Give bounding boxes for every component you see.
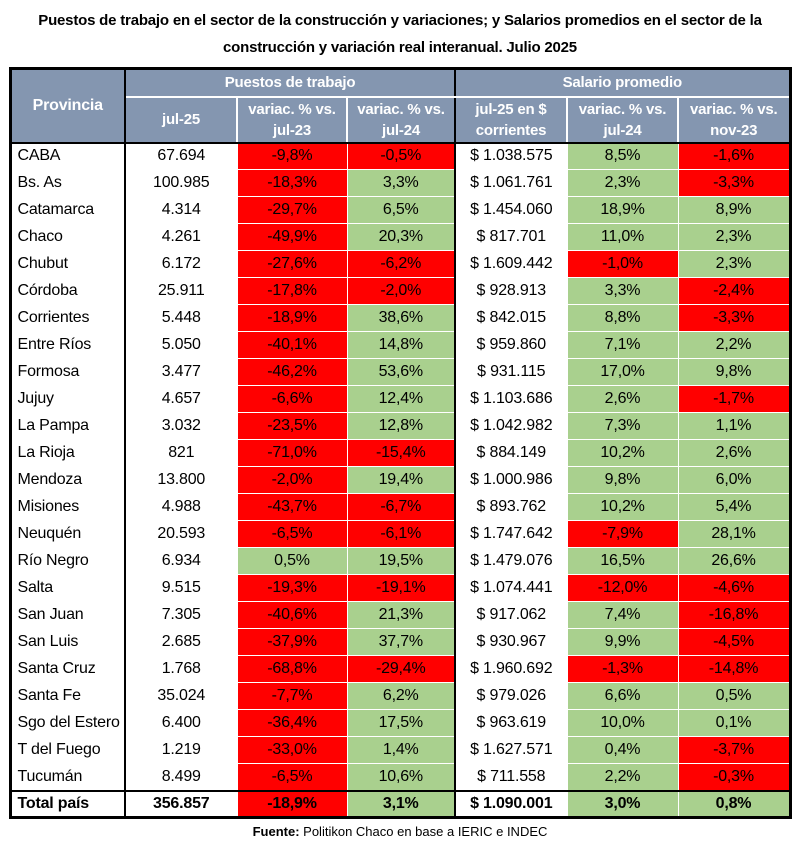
cell-salario-variac-jul24: -1,0% [567, 251, 678, 278]
cell-variac-jul24: -2,0% [347, 278, 455, 305]
cell-variac-jul23: -40,1% [237, 332, 347, 359]
cell-salario-variac-nov23: 2,6% [678, 440, 790, 467]
cell-salario-variac-nov23: -3,3% [678, 170, 790, 197]
header-line: variac. % vs. [578, 100, 667, 118]
table-row [10, 548, 790, 575]
cell-salario-variac-nov23: 2,2% [678, 332, 790, 359]
table-row [10, 386, 790, 413]
cell-salario-variac-jul24: 6,6% [567, 683, 678, 710]
cell-puestos-jul25: 1.219 [125, 737, 237, 764]
cell-salario-variac-jul24: 7,3% [567, 413, 678, 440]
table-row [10, 359, 790, 386]
cell-variac-jul23: -6,5% [237, 521, 347, 548]
cell-variac-jul24: 12,4% [347, 386, 455, 413]
table-row [10, 305, 790, 332]
cell-salario-jul25: $ 1.747.642 [455, 521, 567, 548]
cell-salario-variac-jul24: 3,3% [567, 278, 678, 305]
cell-provincia: Santa Fe [10, 683, 125, 710]
cell-provincia: Mendoza [10, 467, 125, 494]
cell-salario-variac-jul24: -7,9% [567, 521, 678, 548]
cell-salario-jul25: $ 917.062 [455, 602, 567, 629]
source-note [0, 824, 800, 839]
cell-puestos-jul25: 7.305 [125, 602, 237, 629]
cell-variac-jul24: 10,6% [347, 764, 455, 791]
cell-salario-variac-jul24: 11,0% [567, 224, 678, 251]
cell-salario-variac-nov23: 6,0% [678, 467, 790, 494]
header-line: jul-25 [162, 111, 200, 128]
cell-variac-jul23: -49,9% [237, 224, 347, 251]
cell-variac-jul24: 38,6% [347, 305, 455, 332]
table-row [10, 656, 790, 683]
cell-salario-jul25: $ 930.967 [455, 629, 567, 656]
cell-variac-jul23: -37,9% [237, 629, 347, 656]
table-row [10, 629, 790, 656]
header-line: jul-23 [273, 121, 311, 139]
cell-variac-jul23: -6,6% [237, 386, 347, 413]
header-line: variac. % vs. [357, 100, 445, 118]
cell-variac-jul24: -6,1% [347, 521, 455, 548]
cell-salario-variac-nov23: 26,6% [678, 548, 790, 575]
cell-variac-jul24: -15,4% [347, 440, 455, 467]
cell-variac-jul23: -23,5% [237, 413, 347, 440]
cell-variac-jul24: 12,8% [347, 413, 455, 440]
cell-salario-jul25: $ 1.074.441 [455, 575, 567, 602]
header-line: variac. % vs. [248, 100, 336, 118]
cell-puestos-jul25: 35.024 [125, 683, 237, 710]
table-row [10, 278, 790, 305]
cell-salario-variac-nov23: -1,7% [678, 386, 790, 413]
header-line: nov-23 [710, 121, 758, 139]
cell-variac-jul23: -19,3% [237, 575, 347, 602]
cell-salario-jul25: $ 842.015 [455, 305, 567, 332]
cell-salario-jul25: $ 1.627.571 [455, 737, 567, 764]
cell-provincia: Catamarca [10, 197, 125, 224]
cell-salario-jul25: $ 979.026 [455, 683, 567, 710]
cell-puestos-jul25: 13.800 [125, 467, 237, 494]
cell-variac-jul24: 19,4% [347, 467, 455, 494]
cell-puestos-jul25: 6.934 [125, 548, 237, 575]
cell-variac-jul24: 3,1% [347, 791, 455, 818]
cell-salario-jul25: $ 1.960.692 [455, 656, 567, 683]
cell-puestos-jul25: 5.448 [125, 305, 237, 332]
cell-provincia: Jujuy [10, 386, 125, 413]
title-line-1: Puestos de trabajo en el sector de la construcción y variaciones; y Salarios promedios en el sector de la [38, 12, 762, 29]
cell-puestos-jul25: 4.657 [125, 386, 237, 413]
cell-variac-jul23: -71,0% [237, 440, 347, 467]
cell-variac-jul24: 53,6% [347, 359, 455, 386]
cell-puestos-jul25: 25.911 [125, 278, 237, 305]
table-row [10, 197, 790, 224]
table-row [10, 494, 790, 521]
cell-puestos-jul25: 2.685 [125, 629, 237, 656]
cell-salario-jul25: $ 711.558 [455, 764, 567, 791]
cell-puestos-jul25: 3.032 [125, 413, 237, 440]
cell-variac-jul24: -29,4% [347, 656, 455, 683]
cell-salario-variac-jul24: -12,0% [567, 575, 678, 602]
cell-variac-jul24: 20,3% [347, 224, 455, 251]
cell-variac-jul24: 19,5% [347, 548, 455, 575]
cell-variac-jul23: -36,4% [237, 710, 347, 737]
cell-provincia: Chaco [10, 224, 125, 251]
cell-salario-jul25: $ 1.000.986 [455, 467, 567, 494]
cell-salario-jul25: $ 1.042.982 [455, 413, 567, 440]
table-row [10, 602, 790, 629]
cell-salario-variac-jul24: 2,6% [567, 386, 678, 413]
cell-variac-jul23: 0,5% [237, 548, 347, 575]
cell-salario-jul25: $ 1.454.060 [455, 197, 567, 224]
cell-salario-variac-jul24: 10,2% [567, 494, 678, 521]
cell-salario-variac-jul24: 16,5% [567, 548, 678, 575]
cell-variac-jul24: 17,5% [347, 710, 455, 737]
table-header [10, 69, 790, 143]
cell-salario-variac-nov23: 5,4% [678, 494, 790, 521]
header-line: jul-24 [382, 121, 420, 139]
cell-puestos-jul25: 67.694 [125, 143, 237, 170]
header-line: corrientes [475, 121, 547, 139]
table-row [10, 683, 790, 710]
table-row [10, 521, 790, 548]
cell-puestos-jul25: 1.768 [125, 656, 237, 683]
cell-salario-jul25: $ 1.103.686 [455, 386, 567, 413]
cell-salario-variac-jul24: 2,3% [567, 170, 678, 197]
cell-provincia: La Rioja [10, 440, 125, 467]
cell-variac-jul24: 6,2% [347, 683, 455, 710]
cell-puestos-jul25: 4.988 [125, 494, 237, 521]
cell-salario-variac-nov23: 28,1% [678, 521, 790, 548]
column-header-salario-jul25 [455, 97, 567, 143]
cell-puestos-jul25: 20.593 [125, 521, 237, 548]
header-line: variac. % vs. [690, 100, 778, 118]
cell-variac-jul24: 21,3% [347, 602, 455, 629]
header-line: jul-25 en $ [475, 100, 547, 118]
table-row [10, 791, 790, 818]
cell-variac-jul24: 1,4% [347, 737, 455, 764]
cell-provincia: La Pampa [10, 413, 125, 440]
cell-puestos-jul25: 356.857 [125, 791, 237, 818]
cell-salario-variac-jul24: 9,8% [567, 467, 678, 494]
cell-salario-variac-jul24: -1,3% [567, 656, 678, 683]
cell-variac-jul24: 37,7% [347, 629, 455, 656]
cell-salario-variac-jul24: 7,4% [567, 602, 678, 629]
column-header-variac-jul24 [347, 97, 455, 143]
cell-salario-variac-nov23: -4,6% [678, 575, 790, 602]
cell-salario-variac-jul24: 18,9% [567, 197, 678, 224]
cell-provincia: Río Negro [10, 548, 125, 575]
cell-salario-variac-nov23: -14,8% [678, 656, 790, 683]
cell-variac-jul23: -2,0% [237, 467, 347, 494]
table-body [10, 143, 790, 818]
cell-salario-variac-nov23: -1,6% [678, 143, 790, 170]
title-line-2: construcción y variación real interanual. Julio 2025 [223, 39, 577, 56]
cell-provincia: Total país [10, 791, 125, 818]
cell-provincia: Bs. As [10, 170, 125, 197]
cell-variac-jul23: -40,6% [237, 602, 347, 629]
cell-salario-jul25: $ 963.619 [455, 710, 567, 737]
cell-variac-jul24: 14,8% [347, 332, 455, 359]
cell-salario-variac-jul24: 8,8% [567, 305, 678, 332]
cell-variac-jul24: -6,7% [347, 494, 455, 521]
cell-salario-jul25: $ 959.860 [455, 332, 567, 359]
source-text: Politikon Chaco en base a IERIC e INDEC [299, 824, 548, 839]
table-row [10, 764, 790, 791]
table-row [10, 575, 790, 602]
source-label: Fuente: [252, 824, 300, 839]
table-row [10, 251, 790, 278]
cell-salario-variac-jul24: 9,9% [567, 629, 678, 656]
cell-provincia: Tucumán [10, 764, 125, 791]
cell-provincia: Sgo del Estero [10, 710, 125, 737]
group-header-row [10, 69, 790, 97]
cell-puestos-jul25: 4.261 [125, 224, 237, 251]
cell-salario-jul25: $ 817.701 [455, 224, 567, 251]
cell-provincia: San Luis [10, 629, 125, 656]
cell-provincia: Santa Cruz [10, 656, 125, 683]
cell-salario-jul25: $ 884.149 [455, 440, 567, 467]
cell-variac-jul23: -33,0% [237, 737, 347, 764]
cell-salario-variac-jul24: 10,0% [567, 710, 678, 737]
column-header-salario-variac-nov23 [678, 97, 790, 143]
cell-provincia: Entre Ríos [10, 332, 125, 359]
group-header-puestos-de-trabajo: Puestos de trabajo [125, 69, 455, 97]
cell-variac-jul24: -19,1% [347, 575, 455, 602]
cell-salario-variac-jul24: 2,2% [567, 764, 678, 791]
cell-salario-variac-jul24: 0,4% [567, 737, 678, 764]
cell-puestos-jul25: 5.050 [125, 332, 237, 359]
cell-variac-jul23: -7,7% [237, 683, 347, 710]
cell-variac-jul23: -18,9% [237, 305, 347, 332]
cell-variac-jul24: 3,3% [347, 170, 455, 197]
cell-salario-jul25: $ 1.090.001 [455, 791, 567, 818]
cell-salario-jul25: $ 1.609.442 [455, 251, 567, 278]
cell-variac-jul24: 6,5% [347, 197, 455, 224]
cell-salario-jul25: $ 1.061.761 [455, 170, 567, 197]
column-header-variac-jul23 [237, 97, 347, 143]
table-row [10, 413, 790, 440]
cell-provincia: Salta [10, 575, 125, 602]
cell-variac-jul23: -9,8% [237, 143, 347, 170]
cell-salario-variac-nov23: -3,7% [678, 737, 790, 764]
cell-salario-variac-jul24: 3,0% [567, 791, 678, 818]
cell-salario-variac-jul24: 10,2% [567, 440, 678, 467]
cell-salario-variac-nov23: -16,8% [678, 602, 790, 629]
table-row [10, 710, 790, 737]
cell-salario-variac-nov23: 0,1% [678, 710, 790, 737]
cell-provincia: Neuquén [10, 521, 125, 548]
cell-puestos-jul25: 100.985 [125, 170, 237, 197]
provinces-table [9, 67, 792, 819]
cell-provincia: CABA [10, 143, 125, 170]
cell-provincia: San Juan [10, 602, 125, 629]
cell-variac-jul23: -46,2% [237, 359, 347, 386]
cell-variac-jul23: -17,8% [237, 278, 347, 305]
cell-variac-jul23: -18,3% [237, 170, 347, 197]
page-title [0, 0, 800, 67]
cell-puestos-jul25: 821 [125, 440, 237, 467]
cell-salario-variac-nov23: 2,3% [678, 251, 790, 278]
cell-provincia: Corrientes [10, 305, 125, 332]
cell-salario-variac-jul24: 17,0% [567, 359, 678, 386]
cell-provincia: Córdoba [10, 278, 125, 305]
cell-puestos-jul25: 6.400 [125, 710, 237, 737]
cell-salario-variac-nov23: 0,8% [678, 791, 790, 818]
cell-salario-variac-nov23: 9,8% [678, 359, 790, 386]
cell-variac-jul24: -0,5% [347, 143, 455, 170]
cell-variac-jul24: -6,2% [347, 251, 455, 278]
cell-salario-jul25: $ 931.115 [455, 359, 567, 386]
cell-salario-variac-nov23: 0,5% [678, 683, 790, 710]
cell-salario-variac-nov23: -4,5% [678, 629, 790, 656]
cell-puestos-jul25: 3.477 [125, 359, 237, 386]
cell-variac-jul23: -43,7% [237, 494, 347, 521]
cell-variac-jul23: -68,8% [237, 656, 347, 683]
cell-salario-variac-nov23: 2,3% [678, 224, 790, 251]
table-row [10, 224, 790, 251]
cell-variac-jul23: -29,7% [237, 197, 347, 224]
column-header-provincia: Provincia [10, 69, 125, 143]
table-row [10, 332, 790, 359]
cell-salario-variac-nov23: -3,3% [678, 305, 790, 332]
cell-salario-variac-nov23: -0,3% [678, 764, 790, 791]
cell-salario-jul25: $ 893.762 [455, 494, 567, 521]
cell-puestos-jul25: 6.172 [125, 251, 237, 278]
column-header-puestos-jul25 [125, 97, 237, 143]
table-row [10, 440, 790, 467]
cell-provincia: T del Fuego [10, 737, 125, 764]
cell-salario-variac-nov23: 1,1% [678, 413, 790, 440]
cell-salario-variac-jul24: 8,5% [567, 143, 678, 170]
header-line: jul-24 [603, 121, 642, 139]
cell-provincia: Chubut [10, 251, 125, 278]
cell-salario-jul25: $ 1.479.076 [455, 548, 567, 575]
cell-puestos-jul25: 4.314 [125, 197, 237, 224]
cell-salario-jul25: $ 928.913 [455, 278, 567, 305]
table-row [10, 467, 790, 494]
column-header-salario-variac-jul24 [567, 97, 678, 143]
cell-salario-variac-nov23: 8,9% [678, 197, 790, 224]
cell-provincia: Misiones [10, 494, 125, 521]
cell-provincia: Formosa [10, 359, 125, 386]
cell-puestos-jul25: 9.515 [125, 575, 237, 602]
table-row [10, 170, 790, 197]
cell-variac-jul23: -27,6% [237, 251, 347, 278]
cell-salario-variac-jul24: 7,1% [567, 332, 678, 359]
group-header-salario-promedio: Salario promedio [455, 69, 790, 97]
cell-salario-jul25: $ 1.038.575 [455, 143, 567, 170]
cell-puestos-jul25: 8.499 [125, 764, 237, 791]
cell-variac-jul23: -6,5% [237, 764, 347, 791]
table-row [10, 143, 790, 170]
sub-header-row [10, 97, 790, 143]
table-row [10, 737, 790, 764]
cell-variac-jul23: -18,9% [237, 791, 347, 818]
cell-salario-variac-nov23: -2,4% [678, 278, 790, 305]
